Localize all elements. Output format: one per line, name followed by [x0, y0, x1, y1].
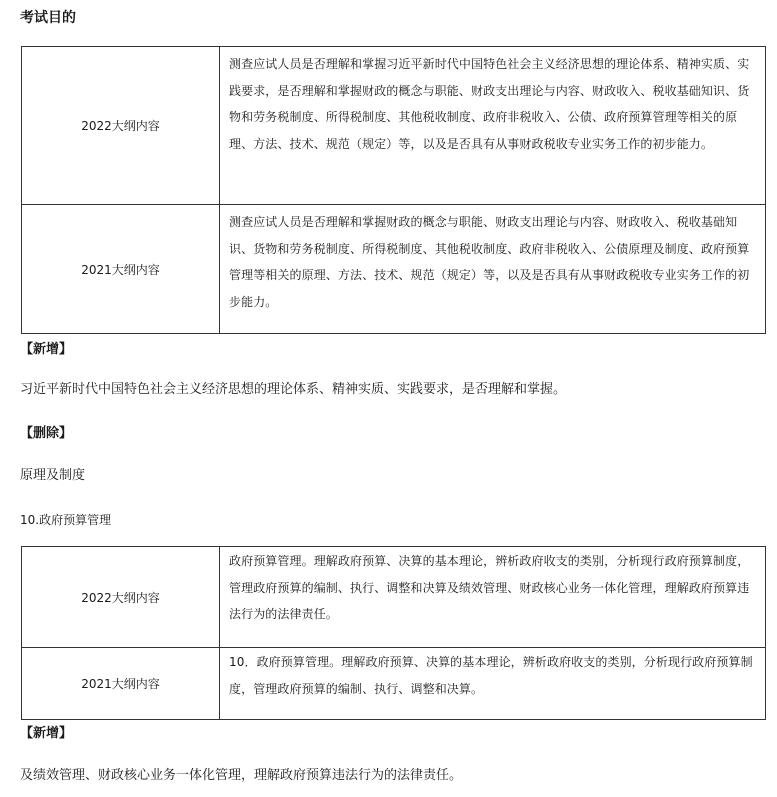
page-heading: 考试目的 — [20, 10, 76, 26]
deleted-label: 【删除】 — [20, 426, 73, 441]
table-row — [22, 547, 766, 648]
added-label: 【新增】 — [20, 726, 73, 741]
row-content-2022: 测查应试人员是否理解和掌握习近平新时代中国特色社会主义经济思想的理论体系、精神实质、实践要求，是否理解和掌握财政的概念与职能、财政支出理论与内容、财政收入、税收基础知识、货物和劳务税制度、所得税制度、其他税收制度、政府非税收入、公债、政府预算管理等相关的原理、方法、技术、规范（规定）等，以及是否具有从事财政税收专业实务工作的初步能力。 — [220, 47, 766, 205]
row-label-2022: 2022大纲内容 — [22, 547, 220, 648]
row-label-2022: 2022大纲内容 — [22, 47, 220, 205]
row-content-2021: 测查应试人员是否理解和掌握财政的概念与职能、财政支出理论与内容、财政收入、税收基础知识、货物和劳务税制度、所得税制度、其他税收制度、政府非税收入、公债原理及制度、政府预算管理等相关的原理、方法、技术、规范（规定）等，以及是否具有从事财政税收专业实务工作的初步能力。 — [220, 205, 766, 334]
row-label-2021: 2021大纲内容 — [22, 205, 220, 334]
added-text: 习近平新时代中国特色社会主义经济思想的理论体系、精神实质、实践要求，是否理解和掌握。 — [20, 382, 567, 397]
comparison-table-purpose — [21, 46, 766, 334]
comparison-table-budget — [21, 546, 766, 720]
section-title: 10.政府预算管理 — [20, 513, 112, 527]
table-row — [22, 205, 766, 334]
table-row — [22, 47, 766, 205]
added-label: 【新增】 — [20, 342, 73, 357]
deleted-text: 原理及制度 — [20, 468, 86, 483]
added-text: 及绩效管理、财政核心业务一体化管理，理解政府预算违法行为的法律责任。 — [20, 768, 463, 783]
row-content-2022: 政府预算管理。理解政府预算、决算的基本理论，辨析政府收支的类别，分析现行政府预算制度，管理政府预算的编制、执行、调整和决算及绩效管理、财政核心业务一体化管理，理解政府预算违法行为的法律责任。 — [220, 547, 766, 648]
row-content-2021: 10．政府预算管理。理解政府预算、决算的基本理论，辨析政府收支的类别，分析现行政府预算制度，管理政府预算的编制、执行、调整和决算。 — [220, 648, 766, 720]
table-row — [22, 648, 766, 720]
row-label-2021: 2021大纲内容 — [22, 648, 220, 720]
